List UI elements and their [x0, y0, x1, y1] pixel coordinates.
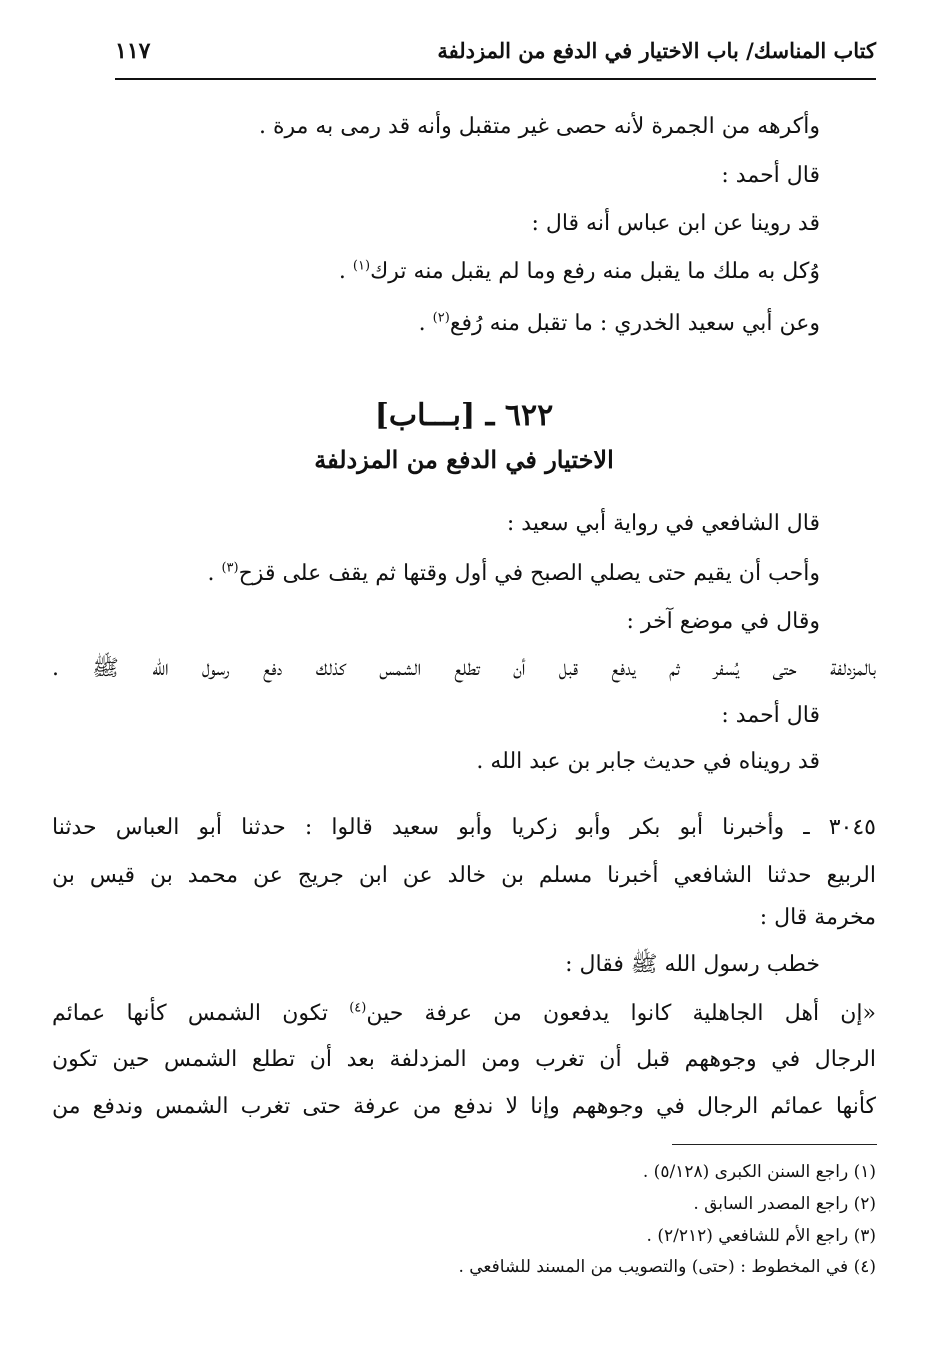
- text-line: [52, 310, 820, 339]
- footnote-2: (٢) راجع المصدر السابق .: [693, 1194, 876, 1214]
- text-run: وأحب أن يقيم حتى يصلي الصبح في أول وقتها ثم يقف على قزح: [238, 561, 820, 586]
- footnote-ref-4: (٤): [349, 1000, 367, 1016]
- hadith-line: كأنها عمائم الرجال في وجوههم وإنا لا ندفع من عرفة حتى تغرب الشمس وندفع من: [52, 1094, 876, 1119]
- chapter-title: الاختيار في الدفع من المزدلفة: [314, 445, 614, 474]
- header-rule: [115, 78, 876, 80]
- text-run: وُكل به ملك ما يقبل منه رفع وما لم يقبل منه ترك: [370, 259, 820, 284]
- text-line: [52, 258, 820, 287]
- text-run: «إن أهل الجاهلية كانوا يدفعون من عرفة حين: [366, 1001, 876, 1026]
- hadith-line: [52, 1000, 876, 1029]
- period: .: [338, 259, 353, 284]
- footnote-ref-2: (٢): [432, 310, 450, 326]
- period: .: [207, 561, 222, 586]
- text-line: قال أحمد :: [721, 703, 820, 728]
- hadith-line: الرجال في وجوههم قبل أن تغرب ومن المزدلفة بعد أن تطلع الشمس حين تكون: [52, 1047, 876, 1072]
- running-title: كتاب المناسك/ باب الاختيار في الدفع من المزدلفة: [437, 38, 876, 63]
- hadith-line: مخرمة قال :: [759, 905, 876, 930]
- footnote-ref-1: (١): [352, 258, 371, 274]
- chapter-number: ٦٢٢ ـ [بـــاب]: [374, 398, 554, 433]
- text-line: قال الشافعي في رواية أبي سعيد :: [506, 511, 820, 536]
- text-line: بالمزدلفة حتى يُسفر ثم يدفع قبل أن تطلع الشمس كذلك دفع رسول الله ﷺ .: [52, 656, 876, 681]
- text-line: [52, 560, 820, 589]
- text-run: وعن أبي سعيد الخدري : ما تقبل منه رُفع: [449, 311, 820, 336]
- footnote-1: (١) راجع السنن الكبرى (٥/١٢٨) .: [642, 1162, 876, 1182]
- hadith-line: خطب رسول الله ﷺ فقال :: [565, 952, 820, 977]
- footnote-ref-3: (٣): [221, 560, 239, 576]
- hadith-line: ٣٠٤٥ ـ وأخبرنا أبو بكر وأبو زكريا وأبو سعيد قالوا : حدثنا أبو العباس حدثنا: [52, 815, 876, 840]
- footnote-3: (٣) راجع الأم للشافعي (٢/٢١٢) .: [646, 1226, 876, 1246]
- text-line: وأكرهه من الجمرة لأنه حصى غير متقبل وأنه قد رمى به مرة .: [258, 114, 820, 139]
- text-line: قد روينا عن ابن عباس أنه قال :: [531, 211, 820, 236]
- footnote-rule: [672, 1144, 877, 1145]
- footnote-4: (٤) في المخطوط : (حتى) والتصويب من المسند للشافعي .: [458, 1257, 876, 1277]
- text-line: قال أحمد :: [721, 163, 820, 188]
- text-run: تكون الشمس كأنها عمائم: [52, 1001, 350, 1026]
- text-line: وقال في موضع آخر :: [626, 609, 820, 634]
- period: .: [418, 311, 433, 336]
- text-line: قد رويناه في حديث جابر بن عبد الله .: [476, 749, 820, 774]
- page-number: ١١٧: [115, 38, 151, 64]
- running-header: [115, 32, 876, 72]
- hadith-line: الربيع حدثنا الشافعي أخبرنا مسلم بن خالد عن ابن جريج عن محمد بن قيس بن: [52, 863, 876, 888]
